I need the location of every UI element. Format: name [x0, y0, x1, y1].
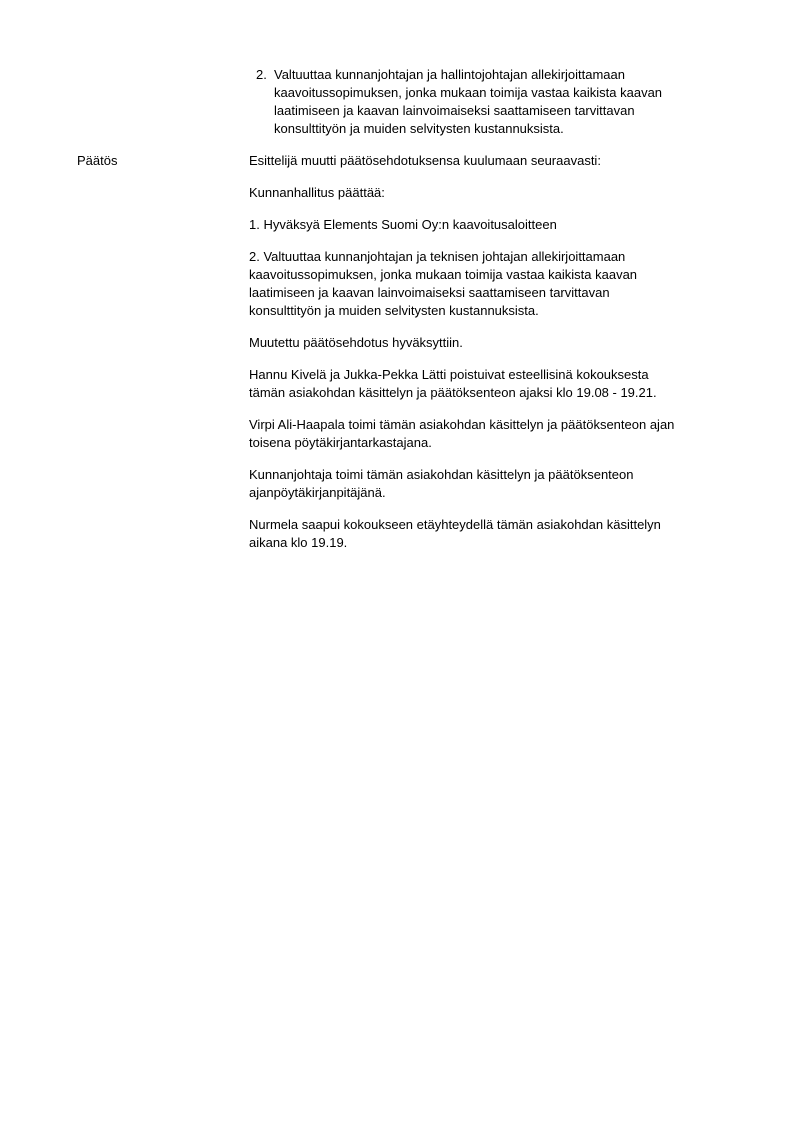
decision-point-2: 2. Valtuuttaa kunnanjohtajan ja teknisen johtajan allekirjoittamaan kaavoitussopimuksen, jonka mukaan toimija vastaa kaikista kaavan laatimiseen ja kaavan lainvoimaiseksi saattamiseen tarvittavan konsulttityön ja muiden selvitysten kustannuksista. — [249, 249, 638, 318]
minutes-keeper-paragraph: Kunnanjohtaja toimi tämän asiakohdan käsittelyn ja päätöksenteon ajanpöytäkirjanpitäjänä. — [249, 467, 634, 500]
item-number: 2. — [256, 67, 267, 82]
decision-label: Päätös — [77, 153, 118, 168]
previous-numbered-item — [256, 66, 726, 138]
item-text: Valtuuttaa kunnanjohtajan ja hallintojohtajan allekirjoittamaan kaavoitussopimuksen, jonka mukaan toimija vastaa kaikista kaavan laatimiseen ja kaavan lainvoimaiseksi saattamiseen tarvittavan konsulttityön ja muiden selvitysten kustannuksista. — [274, 67, 663, 136]
board-decides-paragraph: Kunnanhallitus päättää: — [249, 185, 385, 200]
recusal-paragraph: Hannu Kivelä ja Jukka-Pekka Lätti poistuivat esteellisinä kokouksesta tämän asiakohdan käsittelyn ja päätöksenteon ajaksi klo 19.08 - 19.21. — [249, 367, 657, 400]
remote-arrival-paragraph: Nurmela saapui kokoukseen etäyhteydellä tämän asiakohdan käsittelyn aikana klo 19.19. — [249, 517, 661, 550]
presenter-change-paragraph: Esittelijä muutti päätösehdotuksensa kuulumaan seuraavasti: — [249, 153, 601, 168]
decision-point-1: 1. Hyväksyä Elements Suomi Oy:n kaavoitusaloitteen — [249, 217, 557, 232]
approval-paragraph: Muutettu päätösehdotus hyväksyttiin. — [249, 335, 463, 350]
decision-content — [249, 152, 749, 566]
minutes-checker-paragraph: Virpi Ali-Haapala toimi tämän asiakohdan käsittelyn ja päätöksenteon ajan toisena pöytäkirjantarkastajana. — [249, 417, 675, 450]
